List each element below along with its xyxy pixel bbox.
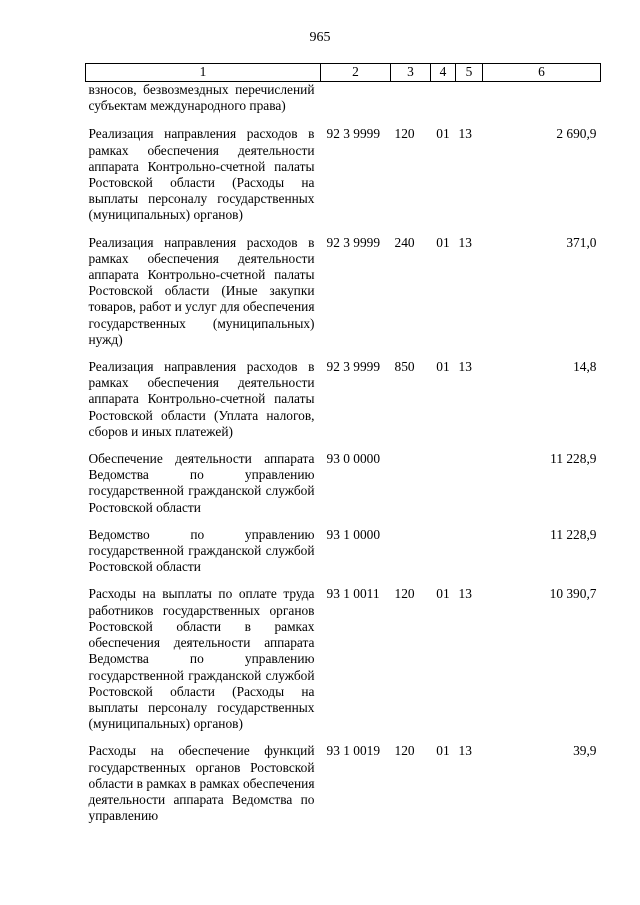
row-vr: 120	[394, 586, 415, 602]
row-pr: 13	[458, 359, 472, 375]
row-code: 93 1 0011	[326, 586, 380, 602]
row-amount	[483, 82, 601, 127]
row-pr	[456, 82, 483, 127]
page-number: 965	[309, 30, 331, 45]
row-name: Реализация направления расходов в рамках обеспечения деятельности аппарата Контрольно-счетной палаты Ростовской области (Уплата налогов, сборов и иных платежей)	[88, 359, 315, 439]
table-row	[86, 126, 601, 234]
row-pr: 13	[458, 234, 472, 250]
table-row	[86, 586, 601, 743]
row-rz: 01	[436, 586, 450, 602]
column-header-amount: 6	[483, 64, 601, 82]
row-name: взносов, безвозмездных перечислений субъектам международного права)	[88, 82, 315, 114]
row-vr: 240	[394, 234, 415, 250]
row-vr	[391, 527, 431, 587]
row-code: 93 0 0000	[326, 451, 381, 467]
table-row	[86, 235, 601, 359]
row-name: Расходы на обеспечение функций государственных органов Ростовской области в рамках в рамках обеспечения деятельности аппарата Ведомства по управлению	[88, 743, 315, 824]
row-rz: 01	[436, 359, 450, 375]
budget-table	[85, 63, 601, 835]
row-rz: 01	[436, 234, 450, 250]
row-name: Ведомство по управлению государственной гражданской службой Ростовской области	[88, 526, 315, 575]
row-amount: 14,8	[573, 359, 597, 375]
row-code: 93 1 0000	[326, 526, 381, 542]
table-header-row	[86, 64, 601, 82]
row-vr: 850	[394, 359, 415, 375]
row-amount: 11 228,9	[550, 526, 597, 542]
row-name: Обеспечение деятельности аппарата Ведомства по управлению государственной гражданской службой Ростовской области	[88, 451, 315, 515]
row-rz	[431, 82, 456, 127]
row-pr: 13	[458, 743, 472, 759]
row-vr: 120	[394, 743, 415, 759]
row-rz	[431, 451, 456, 527]
column-header-rz: 4	[431, 64, 456, 82]
row-pr	[456, 451, 483, 527]
row-vr	[391, 451, 431, 527]
row-name: Расходы на выплаты по оплате труда работников государственных органов Ростовской области в рамках обеспечения деятельности аппарата Ведомства по управлению государственной гражданской службой Ростовской области (Расходы на выплаты персоналу государственных (муниципальных) органов)	[88, 586, 315, 732]
row-amount: 11 228,9	[550, 451, 597, 467]
row-amount: 39,9	[573, 743, 597, 759]
row-rz: 01	[436, 126, 450, 142]
row-pr: 13	[458, 586, 472, 602]
row-code: 92 3 9999	[326, 126, 381, 142]
table-row	[86, 743, 601, 835]
row-vr: 120	[394, 126, 415, 142]
row-rz: 01	[436, 743, 450, 759]
row-code: 93 1 0019	[326, 743, 381, 759]
row-amount: 2 690,9	[556, 126, 597, 142]
row-pr	[456, 527, 483, 587]
column-header-code: 2	[321, 64, 391, 82]
column-header-vr: 3	[391, 64, 431, 82]
row-rz	[431, 527, 456, 587]
table-row	[86, 359, 601, 451]
row-vr	[391, 82, 431, 127]
row-code: 92 3 9999	[326, 234, 381, 250]
column-header-pr: 5	[456, 64, 483, 82]
row-name: Реализация направления расходов в рамках обеспечения деятельности аппарата Контрольно-счетной палаты Ростовской области (Расходы на выплаты персоналу государственных (муниципальных) органов)	[88, 126, 315, 223]
row-pr: 13	[458, 126, 472, 142]
row-code: 92 3 9999	[326, 359, 381, 375]
row-amount: 371,0	[566, 234, 597, 250]
table-row	[86, 82, 601, 127]
row-code	[321, 82, 391, 127]
column-header-name: 1	[86, 64, 321, 82]
table-row	[86, 527, 601, 587]
row-amount: 10 390,7	[549, 586, 597, 602]
row-name: Реализация направления расходов в рамках обеспечения деятельности аппарата Контрольно-счетной палаты Ростовской области (Иные закупки товаров, работ и услуг для обеспечения государственных (муниципальных) нужд)	[88, 234, 315, 347]
table-row	[86, 451, 601, 527]
